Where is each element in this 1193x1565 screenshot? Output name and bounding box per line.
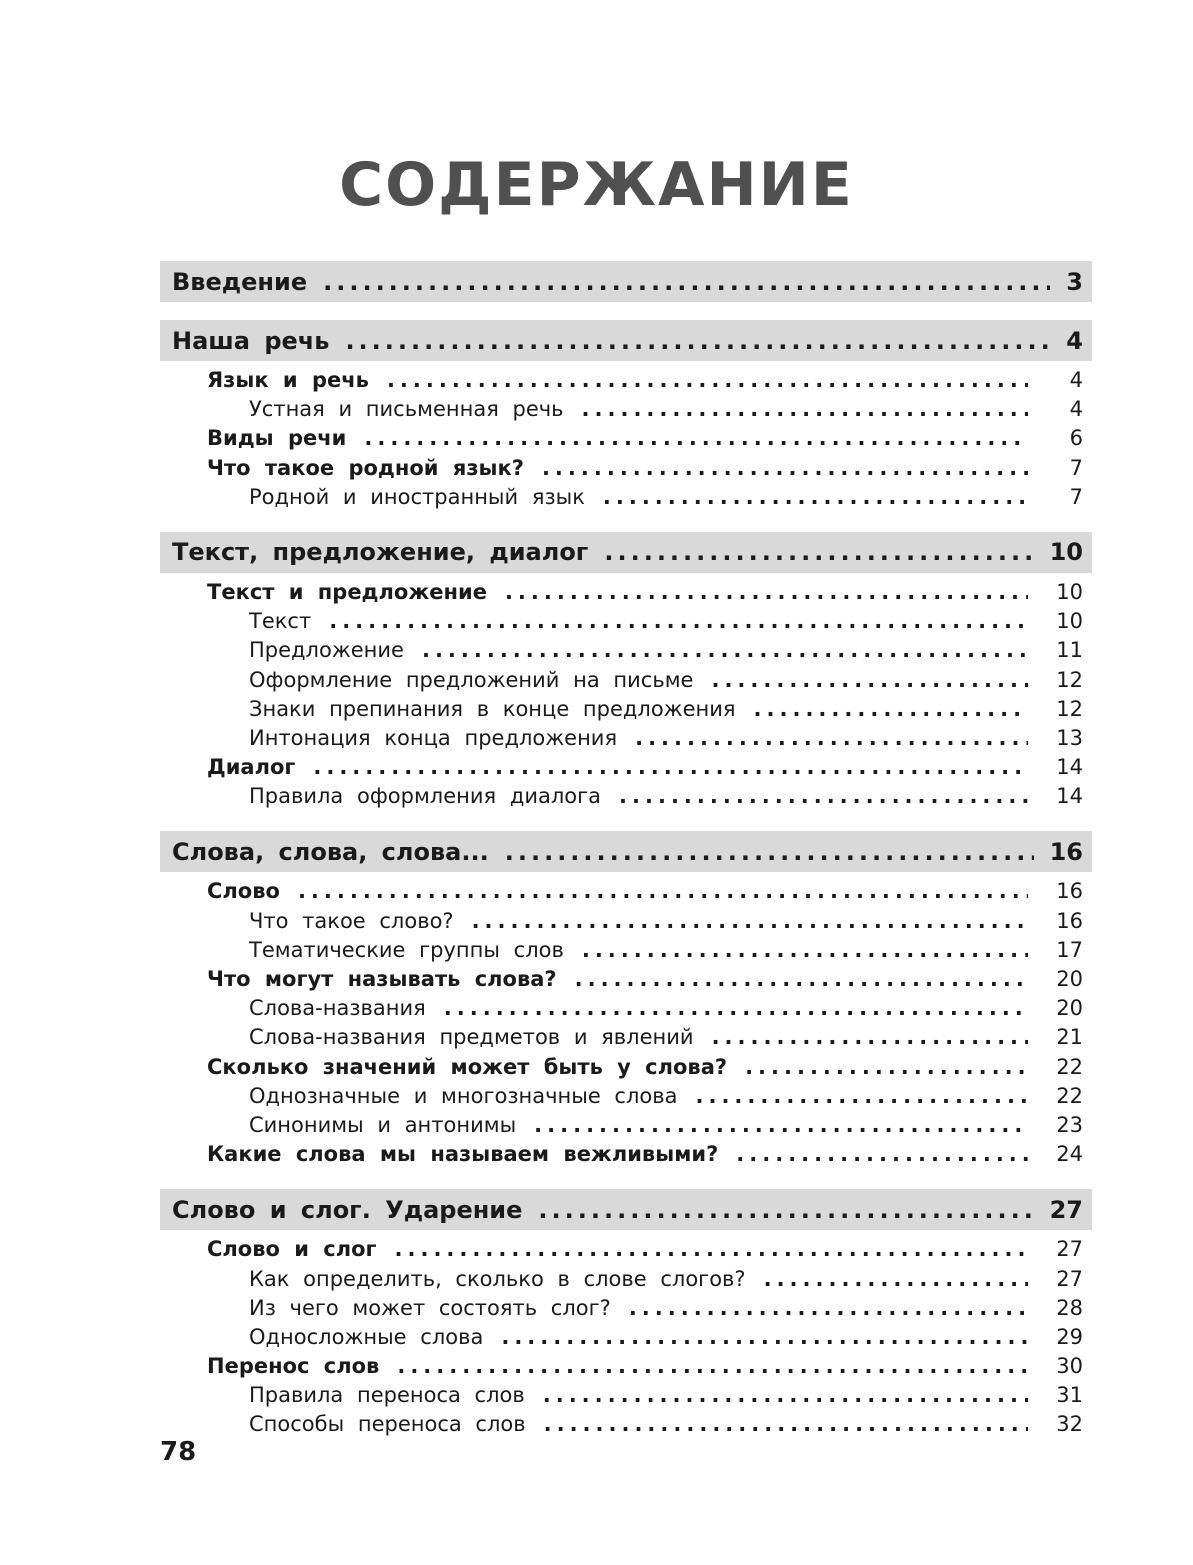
toc-subentry[interactable]	[160, 938, 1092, 967]
entry-label: Знаки препинания в конце предложения	[249, 696, 736, 721]
dot-leader	[745, 1055, 1028, 1079]
toc-entry[interactable]	[160, 755, 1092, 784]
entry-page: 23	[1056, 1112, 1083, 1137]
toc-entry[interactable]	[160, 1142, 1092, 1171]
dot-leader	[501, 1325, 1028, 1349]
section-page: 10	[1049, 538, 1083, 567]
entry-page: 28	[1056, 1295, 1083, 1320]
dot-leader	[313, 755, 1028, 779]
entry-page: 29	[1056, 1324, 1083, 1349]
toc-entry[interactable]	[160, 1055, 1092, 1084]
entry-page: 20	[1056, 967, 1083, 991]
dot-leader	[395, 1237, 1028, 1261]
section-label: Введение	[172, 267, 308, 296]
entry-label: Слова-названия	[249, 996, 426, 1021]
dot-leader	[505, 838, 1034, 866]
section-entries	[160, 879, 1092, 1171]
entry-label: Оформление предложений на письме	[249, 667, 694, 692]
entry-page: 4	[1069, 368, 1083, 392]
dot-leader	[543, 1383, 1028, 1407]
dot-leader	[736, 1142, 1028, 1166]
toc-subentry[interactable]	[160, 1383, 1092, 1412]
dot-leader	[582, 938, 1028, 962]
dot-leader	[534, 1113, 1028, 1137]
entry-page: 7	[1069, 484, 1083, 509]
toc-section-words[interactable]	[160, 831, 1092, 872]
toc-entry[interactable]	[160, 456, 1092, 485]
entry-label: Что такое слово?	[249, 908, 454, 933]
entry-label: Способы переноса слов	[249, 1412, 526, 1437]
entry-label: Односложные слова	[249, 1324, 484, 1349]
entry-page: 22	[1056, 1083, 1083, 1108]
entry-label: Родной и иностранный язык	[249, 484, 585, 509]
toc-subentry[interactable]	[160, 609, 1092, 638]
entry-page: 6	[1069, 426, 1083, 451]
entry-label: Что могут называть слова?	[207, 967, 557, 991]
toc-subentry[interactable]	[160, 1084, 1092, 1113]
entry-label: Из чего может состоять слог?	[249, 1295, 611, 1320]
entry-label: Правила переноса слов	[249, 1383, 525, 1408]
entry-label: Как определить, сколько в слове слогов?	[249, 1266, 746, 1291]
section-entries	[160, 368, 1092, 514]
section-page: 4	[1066, 326, 1083, 355]
entry-label: Интонация конца предложения	[249, 725, 618, 750]
table-of-contents	[160, 261, 1092, 1460]
dot-leader	[329, 609, 1028, 633]
toc-subentry[interactable]	[160, 726, 1092, 755]
toc-subentry[interactable]	[160, 668, 1092, 697]
dot-leader	[754, 697, 1028, 721]
entry-label: Какие слова мы называем вежливыми?	[207, 1142, 719, 1167]
dot-leader	[387, 368, 1028, 392]
section-entries	[160, 1237, 1092, 1441]
section-label: Наша речь	[172, 326, 330, 355]
section-entries	[160, 580, 1092, 814]
toc-subentry[interactable]	[160, 909, 1092, 938]
entry-page: 4	[1069, 397, 1083, 422]
entry-page: 24	[1056, 1142, 1083, 1167]
dot-leader	[364, 426, 1028, 450]
entry-page: 27	[1056, 1266, 1083, 1291]
entry-page: 20	[1056, 996, 1083, 1021]
entry-page: 30	[1056, 1354, 1083, 1379]
dot-leader	[582, 397, 1028, 421]
dot-leader	[711, 668, 1028, 692]
entry-page: 7	[1069, 455, 1083, 480]
entry-label: Что такое родной язык?	[207, 455, 524, 480]
entry-page: 16	[1056, 879, 1083, 904]
entry-label: Предложение	[249, 638, 404, 663]
entry-label: Виды речи	[207, 426, 347, 451]
dot-leader	[542, 456, 1028, 480]
toc-subentry[interactable]	[160, 397, 1092, 426]
entry-label: Устная и письменная речь	[249, 397, 564, 422]
entry-page: 31	[1056, 1383, 1083, 1408]
entry-label: Диалог	[207, 755, 296, 780]
toc-entry[interactable]	[160, 879, 1092, 908]
toc-section-intro[interactable]	[160, 261, 1092, 302]
dot-leader	[603, 485, 1028, 509]
dot-leader	[397, 1354, 1028, 1378]
entry-page: 11	[1056, 638, 1083, 663]
toc-entry[interactable]	[160, 580, 1092, 609]
dot-leader	[629, 1296, 1028, 1320]
entry-page: 14	[1056, 784, 1083, 809]
toc-subentry[interactable]	[160, 1025, 1092, 1054]
toc-subentry[interactable]	[160, 784, 1092, 813]
section-page: 3	[1066, 267, 1083, 296]
toc-subentry[interactable]	[160, 996, 1092, 1025]
toc-subentry[interactable]	[160, 1325, 1092, 1354]
entry-page: 13	[1056, 725, 1083, 750]
entry-label: Тематические группы слов	[249, 937, 564, 962]
section-page: 16	[1049, 837, 1083, 866]
toc-subentry[interactable]	[160, 1267, 1092, 1296]
dot-leader	[712, 1025, 1028, 1049]
section-page: 27	[1049, 1195, 1083, 1224]
dot-leader	[472, 909, 1028, 933]
dot-leader	[505, 580, 1028, 604]
dot-leader	[544, 1412, 1028, 1436]
page-number: 78	[160, 1437, 197, 1467]
entry-label: Сколько значений может быть у слова?	[207, 1054, 728, 1079]
toc-section-text-sentence-dialog[interactable]	[160, 532, 1092, 573]
toc-subentry[interactable]	[160, 1296, 1092, 1325]
entry-page: 12	[1056, 667, 1083, 692]
entry-label: Язык и речь	[207, 368, 369, 392]
entry-page: 10	[1056, 609, 1083, 634]
entry-page: 12	[1056, 696, 1083, 721]
page-title: СОДЕРЖАНИЕ	[339, 150, 854, 220]
dot-leader	[298, 879, 1028, 903]
entry-page: 21	[1056, 1025, 1083, 1050]
toc-subentry[interactable]	[160, 1412, 1092, 1441]
toc-entry[interactable]	[160, 368, 1092, 397]
entry-label: Слово и слог	[207, 1237, 377, 1262]
dot-leader	[422, 638, 1028, 662]
toc-subentry[interactable]	[160, 697, 1092, 726]
entry-page: 22	[1056, 1054, 1083, 1079]
entry-label: Слово	[207, 879, 280, 904]
dot-leader	[764, 1267, 1028, 1291]
dot-leader	[635, 726, 1028, 750]
dot-leader	[619, 784, 1028, 808]
toc-subentry[interactable]	[160, 638, 1092, 667]
entry-label: Однозначные и многозначные слова	[249, 1083, 678, 1108]
entry-label: Синонимы и антонимы	[249, 1112, 517, 1137]
toc-subentry[interactable]	[160, 1113, 1092, 1142]
dot-leader	[575, 967, 1028, 991]
section-label: Текст, предложение, диалог	[172, 538, 589, 567]
toc-section-our-speech[interactable]	[160, 320, 1092, 361]
section-label: Слово и слог. Ударение	[172, 1195, 523, 1224]
dot-leader	[444, 996, 1028, 1020]
toc-entry[interactable]	[160, 967, 1092, 996]
entry-page: 10	[1056, 579, 1083, 604]
toc-section-word-syllable-stress[interactable]	[160, 1189, 1092, 1230]
toc-subentry[interactable]	[160, 485, 1092, 514]
toc-entry[interactable]	[160, 1354, 1092, 1383]
entry-page: 27	[1056, 1237, 1083, 1262]
entry-page: 32	[1056, 1412, 1083, 1437]
toc-entry[interactable]	[160, 426, 1092, 455]
toc-entry[interactable]	[160, 1237, 1092, 1266]
entry-label: Текст и предложение	[207, 579, 487, 604]
entry-page: 16	[1056, 908, 1083, 933]
entry-page: 14	[1056, 755, 1083, 780]
entry-label: Перенос слов	[207, 1354, 380, 1379]
dot-leader	[695, 1084, 1028, 1108]
entry-label: Правила оформления диалога	[249, 784, 602, 809]
dot-leader	[345, 327, 1050, 355]
dot-leader	[538, 1196, 1033, 1224]
dot-leader	[604, 538, 1033, 566]
entry-label: Слова-названия предметов и явлений	[249, 1025, 694, 1050]
entry-label: Текст	[249, 609, 312, 634]
section-label: Слова, слова, слова...	[172, 837, 489, 866]
dot-leader	[323, 268, 1050, 296]
entry-page: 17	[1056, 937, 1083, 962]
